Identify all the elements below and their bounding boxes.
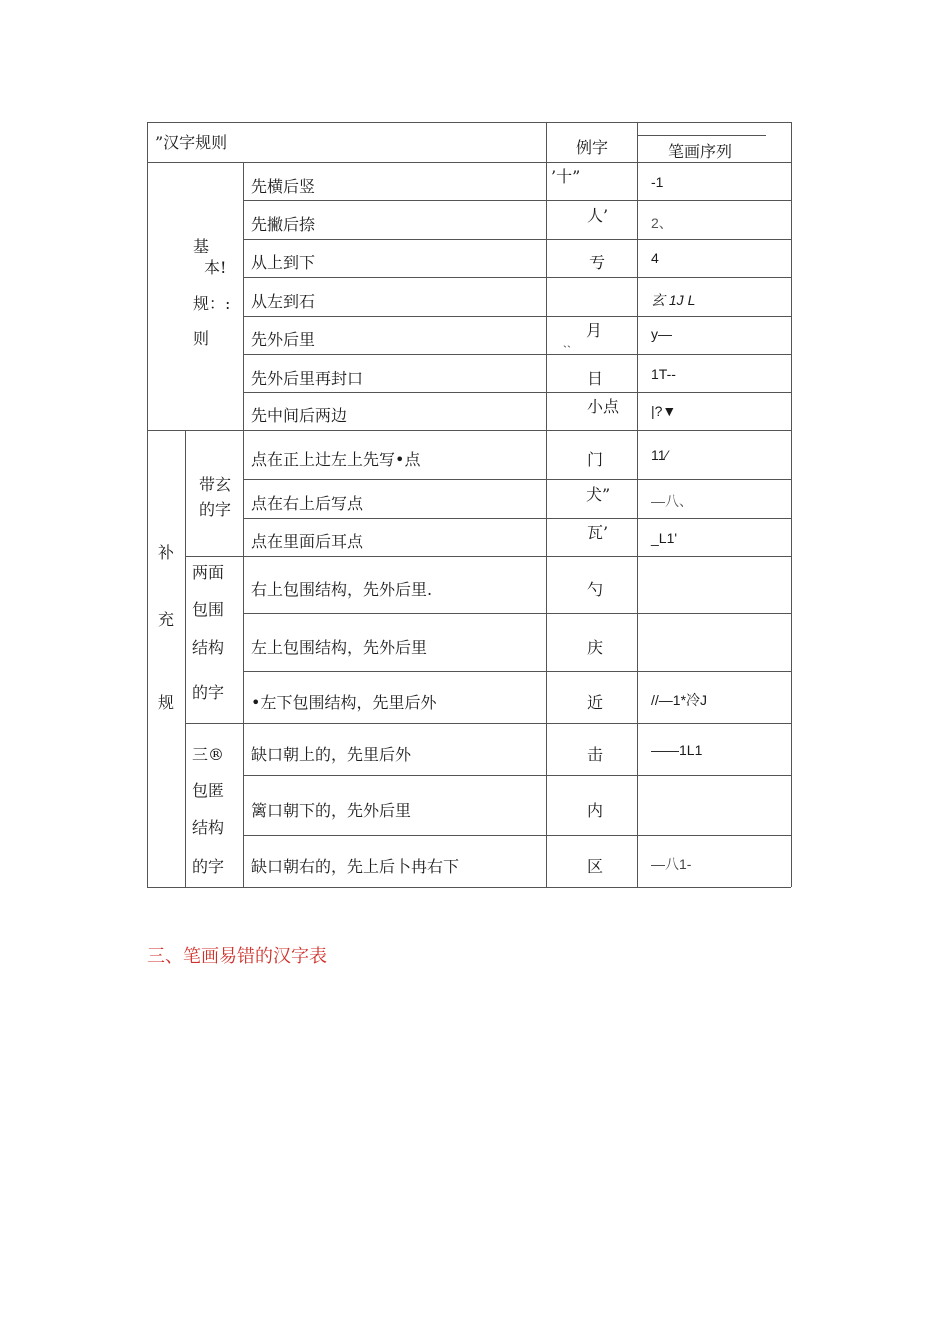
example-char: 勺 <box>587 580 604 599</box>
rule-text: 缺口朝上的，先里后外 <box>251 745 412 764</box>
example-char: 瓦’ <box>587 523 609 542</box>
stroke-sequence: _L1' <box>651 530 678 546</box>
example-char: ’十” <box>551 167 581 186</box>
example-char: 击 <box>587 745 604 764</box>
example-char: 亐 <box>589 253 606 272</box>
rule-text: 点在里面后耳点 <box>251 532 364 551</box>
stroke-sequence: ——1L1 <box>651 742 703 758</box>
sequence-column-header: 笔画序列 <box>668 142 733 161</box>
stroke-sequence: 1T-- <box>651 366 676 382</box>
example-char: 门 <box>587 450 604 469</box>
example-char: 日 <box>587 369 604 388</box>
rule-text: 先中间后两边 <box>251 406 348 425</box>
example-char: 区 <box>587 857 604 876</box>
rule-text: 先外后里 <box>251 330 316 349</box>
rule-text: 先撇后捺 <box>251 215 316 234</box>
stroke-sequence: 玄 1J L <box>651 292 696 308</box>
rule-text: 篱口朝下的，先外后里 <box>251 801 412 820</box>
rule-text: 点在右上后写点 <box>251 494 364 513</box>
stroke-sequence: 11⁄ <box>651 447 668 463</box>
rule-text: 从左到石 <box>251 292 316 311</box>
rule-text: 缺口朝右的，先上后卜冉右下 <box>251 857 460 876</box>
example-char: 犬” <box>586 485 611 504</box>
rule-text: 先横后竖 <box>251 177 316 196</box>
example-char: 庆 <box>587 638 604 657</box>
section-title: 三、笔画易错的汉字表 <box>147 946 327 967</box>
example-char: 近 <box>587 693 604 712</box>
example-column-header: 例字 <box>576 138 609 157</box>
example-mark: ˏˏ <box>563 334 571 348</box>
rule-text: 从上到下 <box>251 253 316 272</box>
rule-text: 点在正上辻左上先写•点 <box>251 450 421 469</box>
example-char: 人’ <box>587 206 609 225</box>
stroke-sequence: 2、 <box>651 215 673 231</box>
rule-column-header: ”汉字规则 <box>155 133 228 152</box>
rule-text: 左上包围结构，先外后里 <box>251 638 428 657</box>
rule-text: 先外后里再封口 <box>251 369 364 388</box>
stroke-sequence: —八、 <box>651 493 693 509</box>
example-char: 内 <box>587 801 604 820</box>
stroke-sequence: -1 <box>651 174 664 190</box>
rule-text: 右上包围结构，先外后里. <box>251 580 433 599</box>
stroke-sequence: 4 <box>651 250 659 266</box>
stroke-sequence: |?▼ <box>651 403 677 419</box>
stroke-sequence: —八1- <box>651 856 692 872</box>
stroke-sequence: y— <box>651 326 672 342</box>
rule-text: •左下包围结构，先里后外 <box>251 693 437 712</box>
example-char: 月 <box>586 321 603 340</box>
stroke-sequence: //—1*冷J <box>651 692 708 708</box>
example-char: 小点 <box>587 397 620 416</box>
